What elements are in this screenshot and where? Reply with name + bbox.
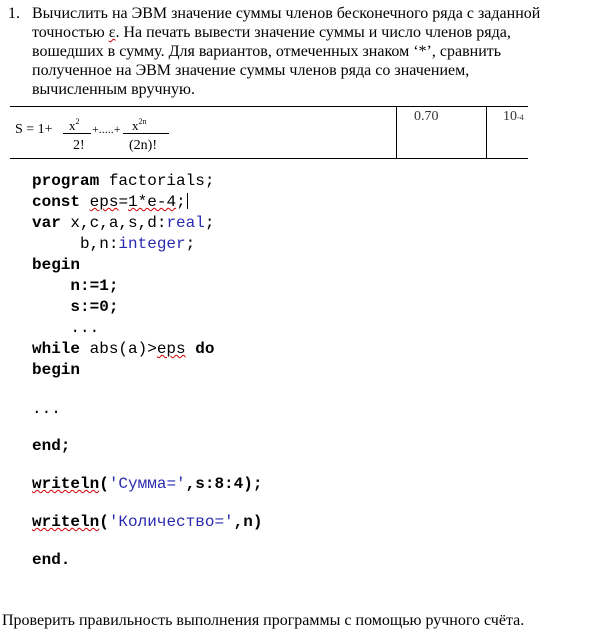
keyword-while: while [32, 340, 81, 358]
keyword-do: do [185, 340, 215, 358]
while-eps: eps [156, 340, 186, 358]
string-sum: 'Сумма=' [108, 475, 186, 493]
const-value: 1*e-4 [128, 193, 177, 211]
writeln-open-2: ( [99, 513, 109, 531]
var-int-semicolon: ; [185, 235, 196, 253]
const-semicolon: ; [176, 193, 186, 211]
task-text [32, 4, 600, 99]
task-line-2-text: точностью [32, 24, 105, 41]
code-line-begin: begin [32, 256, 81, 274]
var-list: x,c,a,s,d: [60, 214, 167, 232]
code-line-const [32, 193, 188, 211]
const-equals: = [118, 193, 129, 211]
code-line-end: end; [32, 437, 71, 455]
term1-exponent: 2 [75, 117, 80, 126]
term1-numerator [69, 117, 80, 134]
keyword-program: program [32, 172, 100, 190]
series-formula [15, 107, 215, 158]
string-count: 'Количество=' [108, 513, 234, 531]
epsilon-value: 0.70 [414, 109, 439, 124]
epsilon-symbol: ε [108, 24, 116, 41]
term1-denominator: 2! [73, 138, 85, 153]
table-divider-2 [486, 107, 487, 158]
while-condition: abs(a)> [80, 340, 157, 358]
task-line-2-rest: . На печать вывести значение суммы и число членов ряда, [115, 24, 511, 41]
keyword-const: const [32, 193, 81, 211]
keyword-writeln-2: writeln [32, 513, 100, 531]
keyword-var: var [32, 214, 61, 232]
term2-denominator: (2n)! [129, 138, 157, 153]
fraction-bar-2 [123, 133, 169, 134]
term2-base: x [132, 118, 139, 133]
term1-base: x [69, 118, 76, 133]
formula-dots: +.....+ [92, 122, 121, 136]
precision-base: 10 [503, 109, 517, 124]
precision-exponent: -4 [517, 113, 524, 122]
keyword-writeln: writeln [32, 475, 100, 493]
fraction-bar-1 [63, 133, 91, 134]
code-line-writeln-count [32, 513, 262, 531]
code-line-var-int [32, 235, 195, 253]
task-line-2 [32, 23, 600, 42]
code-line-ellipsis: ... [32, 319, 100, 337]
code-line-end-program: end. [32, 551, 71, 569]
task-number: 1. [8, 5, 20, 22]
task-line-3: вошедших в сумму. Для вариантов, отмеченных знаком ‘*’, сравнить [32, 43, 502, 60]
code-line-begin-2: begin [32, 361, 81, 379]
task-line-1: Вычислить на ЭВМ значение суммы членов бесконечного ряда с заданной [32, 5, 541, 22]
type-real: real [166, 214, 205, 232]
term2-numerator [132, 117, 147, 134]
task-line-5: вычисленным вручную. [32, 81, 196, 98]
type-integer: integer [118, 235, 186, 253]
formula-lhs: S = 1+ [15, 122, 53, 137]
const-eps: eps [89, 193, 119, 211]
code-line-s-init: s:=0; [32, 298, 119, 316]
program-name: factorials; [99, 172, 215, 190]
var-semicolon: ; [204, 214, 215, 232]
text-cursor [187, 193, 188, 209]
code-space [80, 193, 90, 211]
precision-value [503, 109, 524, 125]
code-line-program [32, 172, 214, 190]
writeln-open: ( [99, 475, 109, 493]
var-list-int: b,n: [32, 235, 119, 253]
term2-exponent: 2n [138, 117, 147, 126]
formula-table [10, 106, 528, 159]
code-line-writeln-sum [32, 475, 262, 493]
footer-instruction: Проверить правильность выполнения программы с помощью ручного счёта. [2, 612, 525, 629]
writeln-count-args: ,n) [233, 513, 263, 531]
code-line-n-init: n:=1; [32, 277, 119, 295]
writeln-sum-args: ,s:8:4); [185, 475, 263, 493]
table-divider-1 [396, 107, 397, 158]
task-line-4: полученное на ЭВМ значение суммы членов ряда со значением, [32, 62, 470, 79]
code-line-while [32, 340, 214, 358]
code-line-ellipsis-2: ... [32, 400, 61, 418]
code-line-var [32, 214, 214, 232]
